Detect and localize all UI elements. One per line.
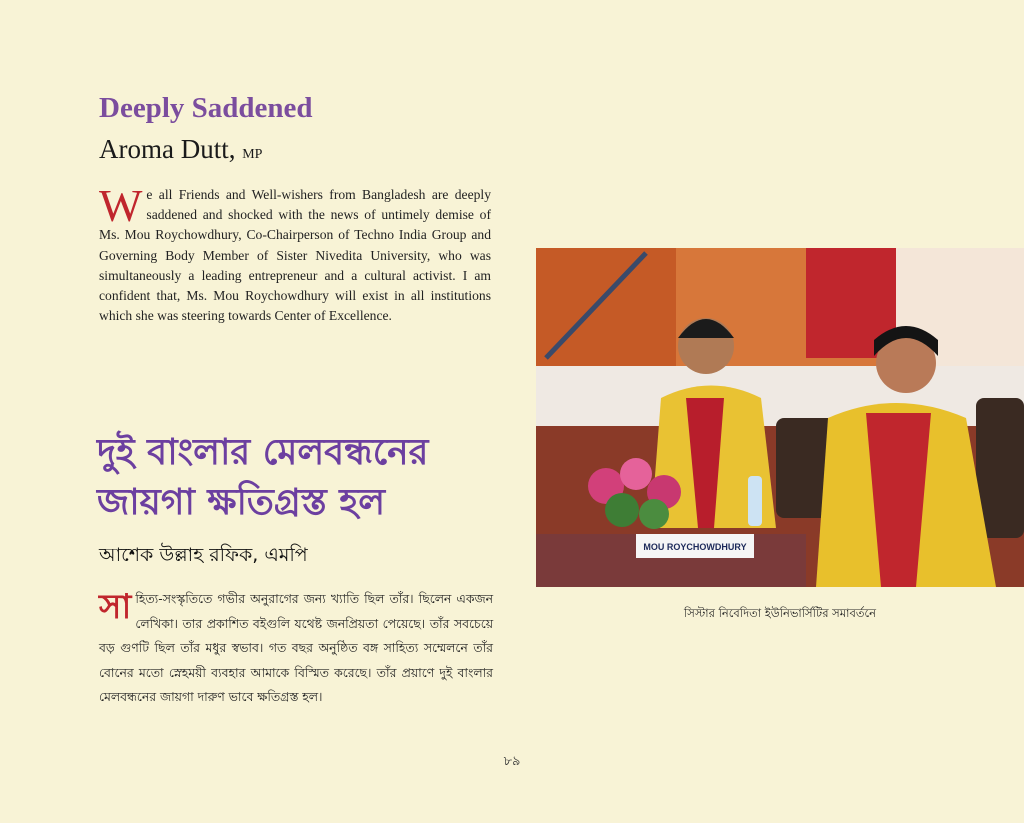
english-article-title: Deeply Saddened bbox=[99, 92, 313, 124]
photo-water-bottle bbox=[748, 476, 762, 526]
english-body-text: e all Friends and Well-wishers from Bangladesh are deeply saddened and shocked with the news of untimely demise of Ms. Mou Roychowdhury, Co-Chairperson of Techno India Group and Governing Body Member of Sister Nivedita University, who was simultaneously a leading entrepreneur and a cultural activist. I am confident that, Ms. Mou Roychowdhury will exist in all institutions which she was steering towards Center of Excellence. bbox=[99, 187, 491, 324]
photo-leaves bbox=[639, 499, 669, 529]
photo-nameplate-text: MOU ROYCHOWDHURY bbox=[643, 542, 747, 552]
photo-flower bbox=[620, 458, 652, 490]
bengali-article-body bbox=[99, 587, 493, 710]
event-photo-illustration bbox=[536, 248, 1024, 587]
photo-caption: সিস্টার নিবেদিতা ইউনিভার্সিটির সমাবর্তনে bbox=[683, 606, 877, 620]
english-dropcap: W bbox=[99, 180, 143, 231]
english-article-author bbox=[99, 134, 262, 165]
bengali-dropcap: সা bbox=[99, 587, 132, 627]
bengali-body-text: হিত্য-সংস্কৃতিতে গভীর অনুরাগের জন্য খ্যাতি ছিল তাঁর। ছিলেন একজন লেখিকা। তার প্রকাশিত বইগুলি যথেষ্ট জনপ্রিয়তা পেয়েছে। তাঁর সবচেয়ে বড় গুণটি ছিল তাঁর মধুর স্বভাব। গত বছর অনুষ্ঠিত বঙ্গ সাহিত্য সম্মেলনে তাঁর বোনের মতো স্নেহময়ী ব্যবহার আমাকে বিস্মিত করেছে। তাঁর প্রয়াণে দুই বাংলার মেলবন্ধনের জায়গা দারুণ ভাবে ক্ষতিগ্রস্ত হল। bbox=[99, 591, 493, 704]
english-author-suffix: MP bbox=[242, 147, 263, 162]
english-article-body bbox=[99, 180, 491, 326]
bengali-article-title: দুই বাংলার মেলবন্ধনের জায়গা ক্ষতিগ্রস্ত হল bbox=[97, 432, 429, 523]
english-author-name: Aroma Dutt, bbox=[99, 134, 236, 164]
page-number: ৮৯ bbox=[503, 754, 521, 769]
photo-leaves bbox=[605, 493, 639, 527]
event-photo bbox=[536, 248, 1024, 587]
bengali-article-author: আশেক উল্লাহ রফিক, এমপি bbox=[99, 544, 308, 566]
